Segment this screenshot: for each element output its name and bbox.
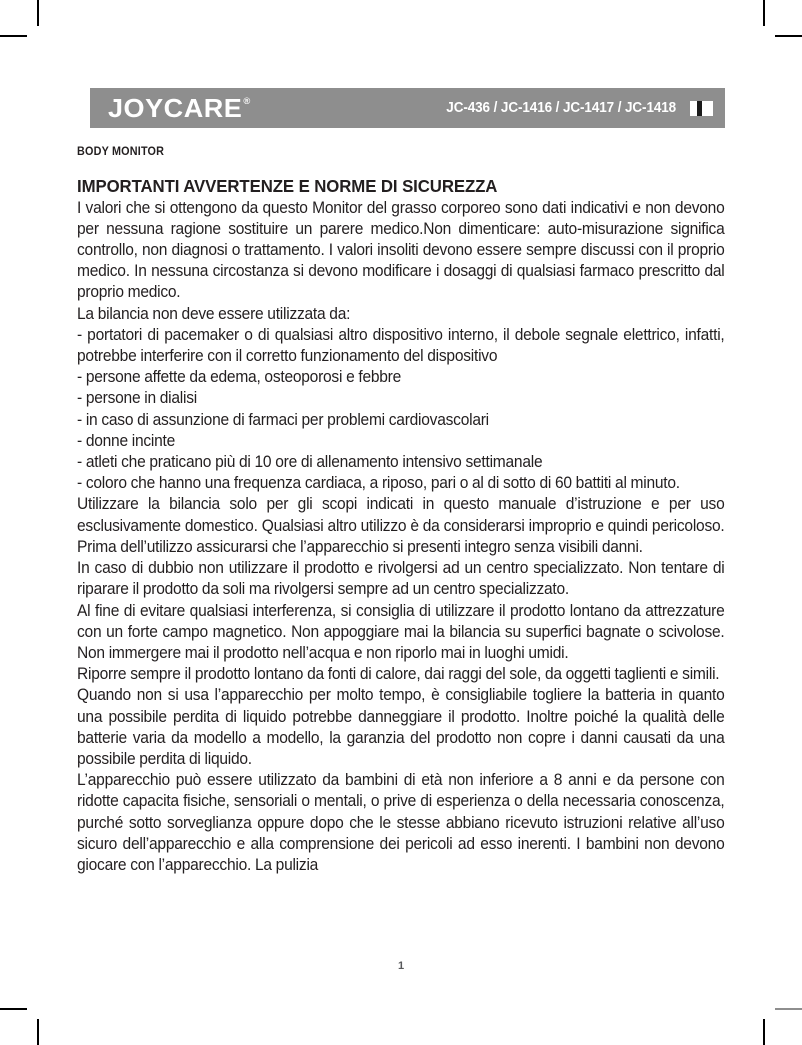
paragraph: I valori che si ottengono da questo Monitor del grasso corporeo sono dati indicativi e non devono per nessuna ragione sostituire un parere medico.Non dimenticare: auto-misurazione significa controllo, non diagnosi o trattamento. I valori insoliti devono essere sempre discussi con il proprio medico. In nessuna circostanza si devono modificare i dosaggi di qualsiasi farmaco prescritto dal proprio medico.: [77, 198, 725, 302]
crop-mark-bottom-right-horizontal: [775, 1008, 802, 1010]
brand-header-banner: [90, 88, 725, 128]
paragraph: Al fine di evitare qualsiasi interferenza, si consiglia di utilizzare il prodotto lontano da attrezzature con un forte campo magnetico. Non appoggiare mai la bilancia su superfici bagnate o scivolose. Non immergere mai il prodotto nell’acqua e non riporlo mai in luoghi umidi.: [77, 601, 725, 662]
crop-mark-bottom-right-vertical: [763, 1019, 765, 1045]
document-body: [77, 176, 725, 876]
manual-page: [77, 0, 725, 1045]
list-item: - portatori di pacemaker o di qualsiasi altro dispositivo interno, il debole segnale elettrico, infatti, potrebbe interferire con il corretto funzionamento del dispositivo: [77, 325, 725, 366]
list-item: - persone in dialisi: [77, 389, 197, 408]
list-item: - coloro che hanno una frequenza cardiaca, a riposo, pari o al di sotto di 60 battiti al minuto.: [77, 474, 680, 493]
crop-mark-top-left-vertical: [37, 0, 39, 26]
product-category-label: BODY MONITOR: [77, 146, 165, 158]
list-item: - in caso di assunzione di farmaci per problemi cardiovascolari: [77, 410, 489, 429]
paragraph: In caso di dubbio non utilizzare il prodotto e rivolgersi ad un centro specializzato. Non tentare di riparare il prodotto da soli ma rivolgersi sempre ad un centro specializzato.: [77, 559, 725, 599]
crop-mark-bottom-left-horizontal: [0, 1008, 27, 1010]
paragraph: Utilizzare la bilancia solo per gli scopi indicati in questo manuale d’istruzione e per uso esclusivamente domestico. Qualsiasi altro utilizzo è da considerarsi improprio e quindi pericoloso. Prima dell’utilizzo assicurarsi che l’apparecchio si presenti integro senza visibili danni.: [77, 495, 725, 556]
crop-mark-bottom-left-vertical: [37, 1019, 39, 1045]
section-heading: IMPORTANTI AVVERTENZE E NORME DI SICUREZZA: [77, 176, 498, 196]
crop-mark-top-right-vertical: [763, 0, 765, 26]
paragraph: Riporre sempre il prodotto lontano da fonti di calore, dai raggi del sole, da oggetti taglienti e simili.: [77, 665, 720, 684]
list-item: - donne incinte: [77, 431, 176, 450]
crop-mark-top-left-horizontal: [0, 35, 27, 37]
paragraph: Quando non si usa l’apparecchio per molto tempo, è consigliabile togliere la batteria in quanto una possibile perdita di liquido potrebbe danneggiare il prodotto. Inoltre poiché la qualità delle batterie varia da modello a modello, la garanzia del prodotto non copre i danni causati da una possibile perdita di liquido.: [77, 686, 725, 768]
paragraph: La bilancia non deve essere utilizzata da:: [77, 304, 351, 323]
flag-stripe-left: [690, 101, 697, 116]
crop-mark-top-right-horizontal: [775, 35, 802, 37]
list-item: - atleti che praticano più di 10 ore di allenamento intensivo settimanale: [77, 453, 543, 472]
joycare-logo-text: JOYCARE: [108, 93, 243, 123]
flag-stripe-right: [702, 101, 713, 116]
list-item: - persone affette da edema, osteoporosi e febbre: [77, 368, 402, 387]
registered-trademark-icon: ®: [243, 96, 251, 106]
paragraph: L’apparecchio può essere utilizzato da bambini di età non inferiore a 8 anni e da persone con ridotte capacita fisiche, sensoriali o mentali, o prive di esperienza o della necessaria conoscenza, purché sotto sorveglianza oppure dopo che le stesse abbiano ricevuto istruzioni relative all’uso sicuro dell’apparecchio e alla comprensione dei pericoli ad esso inerenti. I bambini non devono giocare con l’apparecchio. La pulizia: [77, 771, 725, 874]
banner-right-group: [429, 100, 713, 116]
italian-flag-icon: [690, 101, 713, 116]
page-number: 1: [397, 960, 405, 972]
model-numbers: JC-436 / JC-1416 / JC-1417 / JC-1418: [446, 100, 676, 116]
joycare-logo: [108, 95, 251, 121]
